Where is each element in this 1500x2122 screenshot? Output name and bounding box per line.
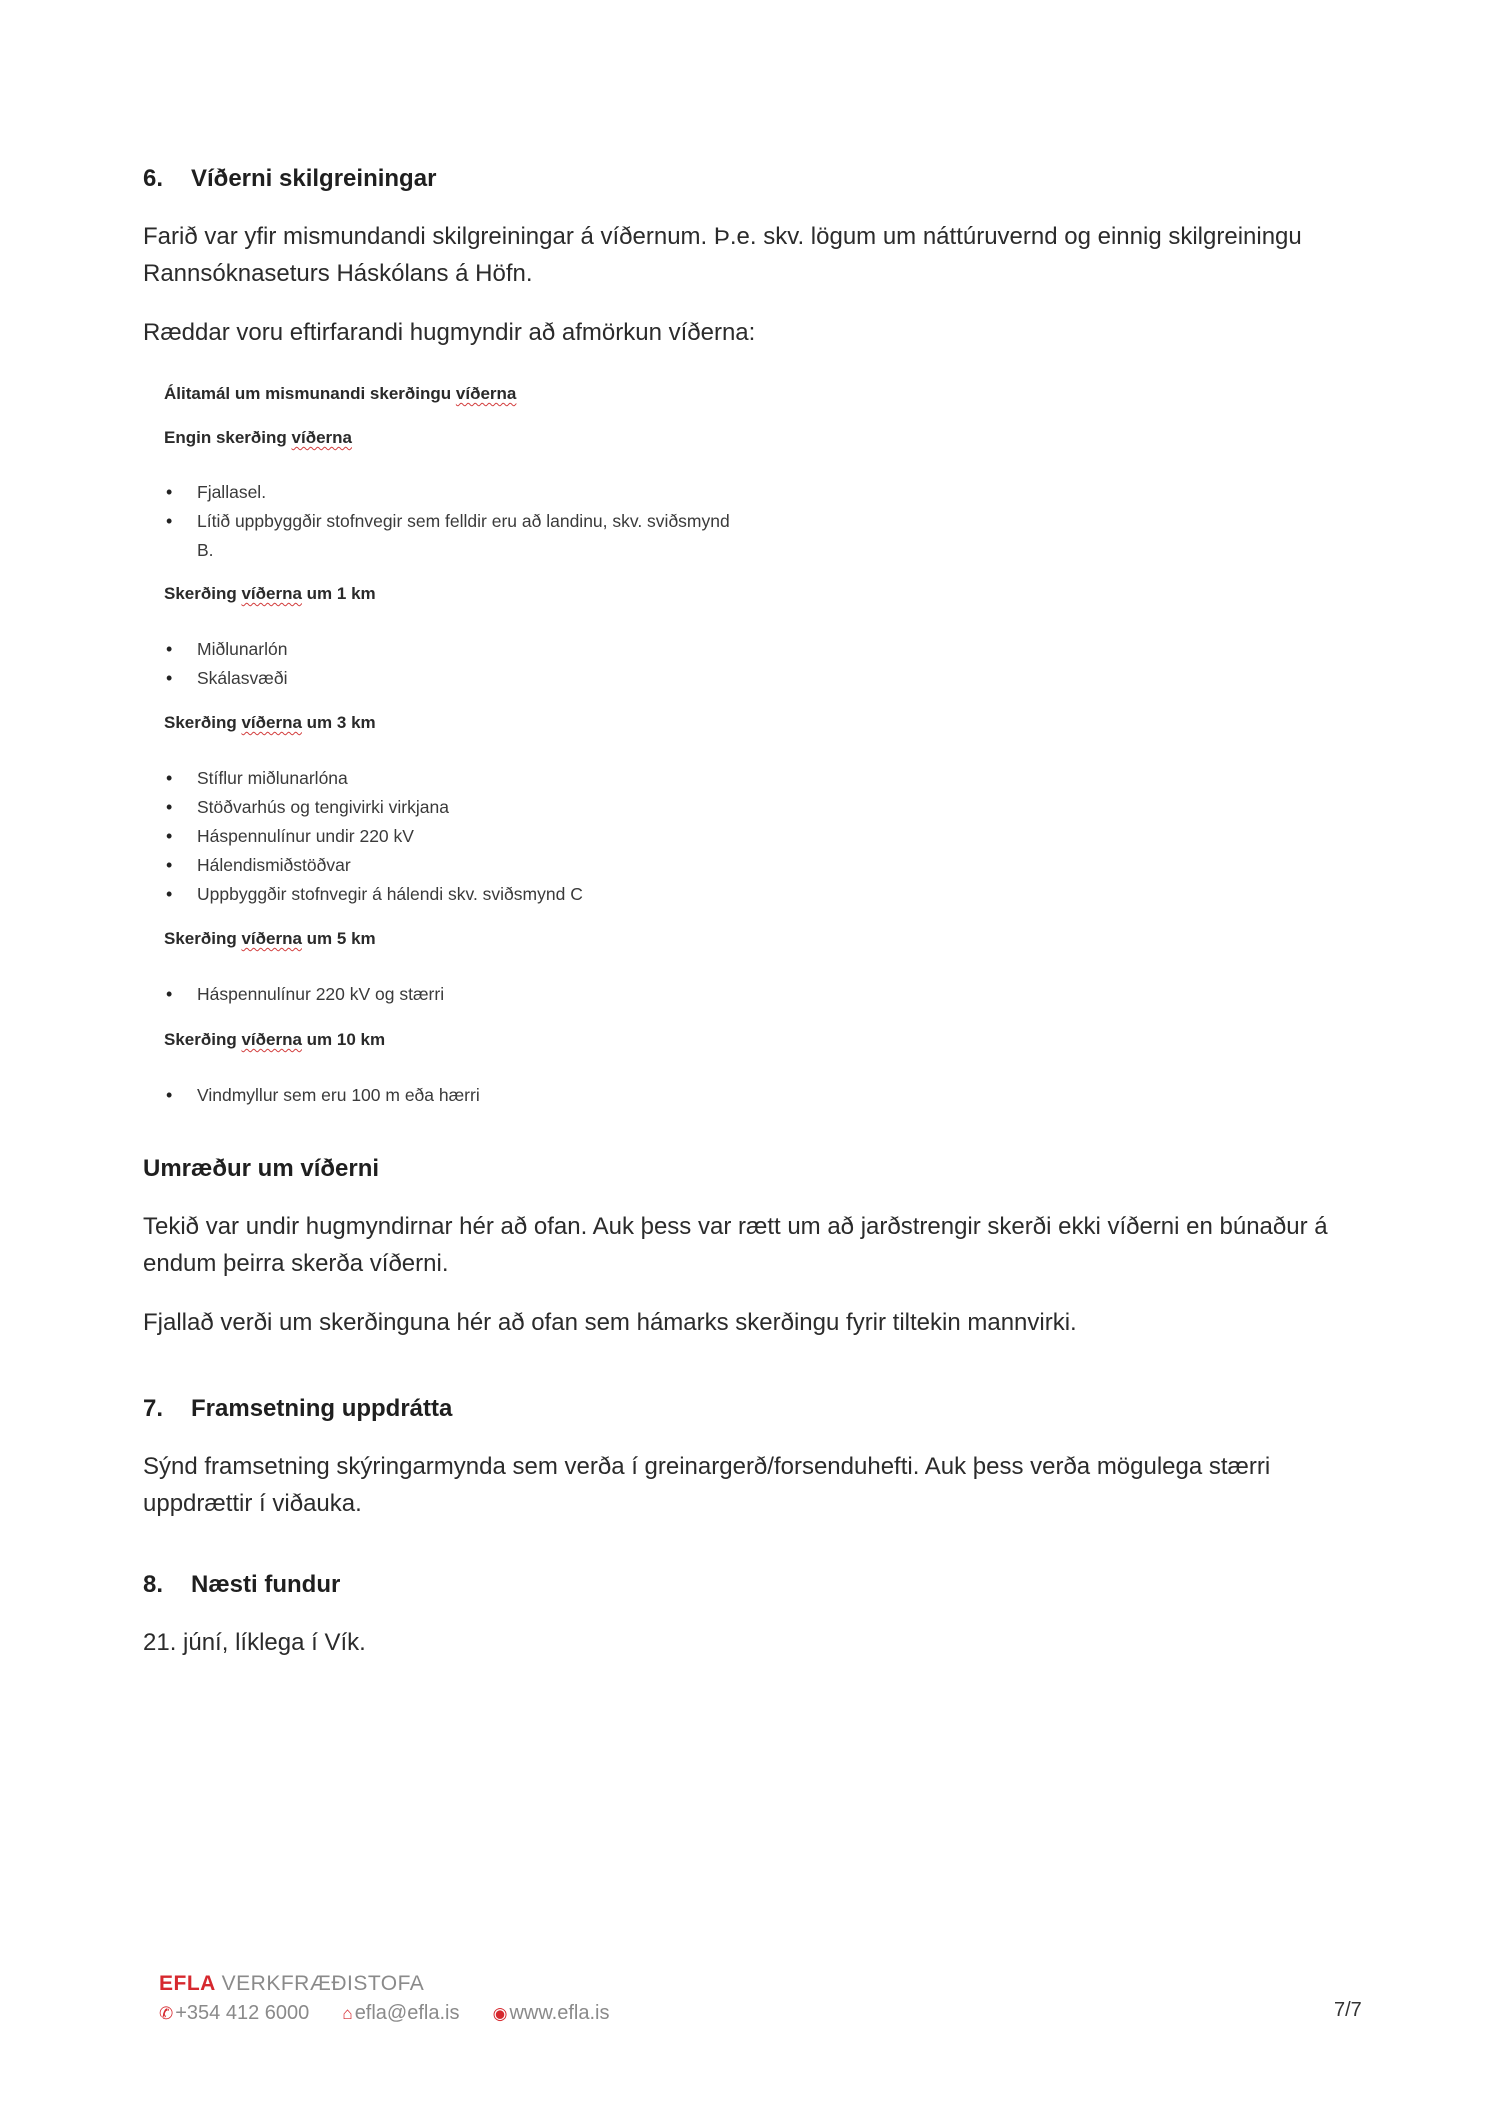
page-number: 7/7 xyxy=(1334,1999,1362,2021)
list-item: • Skálasvæði xyxy=(164,664,764,693)
section-title: Framsetning uppdrátta xyxy=(191,1395,453,1422)
discussion-paragraph-2: Fjallað verði um skerðinguna hér að ofan sem hámarks skerðingu fyrir tiltekin mannvirki. xyxy=(143,1309,1077,1336)
section-title: Víðerni skilgreiningar xyxy=(191,165,437,192)
list-item: • Háspennulínur undir 220 kV xyxy=(164,822,764,851)
section-6-paragraph-1: Farið var yfir mismundandi skilgreiningar á víðernum. Þ.e. skv. lögum um náttúruvernd og einnig skilgreiningu Rannsóknaseturs Háskólans á Höfn. xyxy=(143,223,1302,287)
bullet-list xyxy=(164,478,764,565)
group-heading: Engin skerðing víðerna xyxy=(164,428,353,447)
group-heading: Skerðing víðerna um 3 km xyxy=(164,713,376,732)
bullet-list xyxy=(164,980,764,1009)
section-number: 8. xyxy=(143,1571,164,1598)
list-item: • Fjallasel. xyxy=(164,478,764,507)
group-heading: Skerðing víðerna um 5 km xyxy=(164,929,376,948)
section-8-heading xyxy=(143,1571,340,1599)
discussion-heading: Umræður um víðerni xyxy=(143,1155,380,1182)
list-item: • Uppbyggðir stofnvegir á hálendi skv. sviðsmynd C xyxy=(164,880,764,909)
list-item: • Miðlunarlón xyxy=(164,635,764,664)
section-8-paragraph: 21. júní, líklega í Vík. xyxy=(143,1629,366,1656)
list-item: • Hálendismiðstöðvar xyxy=(164,851,764,880)
bullet-list xyxy=(164,635,764,693)
company-tagline: VERKFRÆÐISTOFA xyxy=(221,1972,425,1995)
list-item: • Stíflur miðlunarlóna xyxy=(164,764,764,793)
section-7-heading xyxy=(143,1395,452,1423)
discussion-paragraph-1: Tekið var undir hugmyndirnar hér að ofan. Auk þess var rætt um að jarðstrengir skerði ekki víðerni en búnaður á endum þeirra skerða víðerni. xyxy=(143,1213,1328,1277)
section-6-paragraph-2: Ræddar voru eftirfarandi hugmyndir að afmörkun víðerna: xyxy=(143,319,756,346)
footer-brand xyxy=(159,1972,424,1996)
section-number: 7. xyxy=(143,1395,164,1422)
section-number: 6. xyxy=(143,165,164,192)
section-title: Næsti fundur xyxy=(191,1571,341,1598)
email-link[interactable]: efla@efla.is xyxy=(354,2002,460,2024)
section-6-heading xyxy=(143,165,436,193)
website-link[interactable]: www.efla.is xyxy=(509,2002,610,2024)
bullet-list xyxy=(164,1081,764,1110)
group-heading: Skerðing víðerna um 1 km xyxy=(164,584,376,603)
list-item: • Vindmyllur sem eru 100 m eða hærri xyxy=(164,1081,764,1110)
efla-logo: EFLA xyxy=(159,1972,216,1995)
footer-contact xyxy=(159,2002,609,2025)
home-icon: ⌂ xyxy=(342,2004,353,2023)
phone-icon: ✆ xyxy=(159,2004,174,2023)
bullet-list xyxy=(164,764,764,909)
embedded-list-title: Álitamál um mismunandi skerðingu víðerna xyxy=(164,384,517,403)
list-item: • Lítið uppbyggðir stofnvegir sem felldir eru að landinu, skv. sviðsmynd B. xyxy=(164,507,742,565)
list-item: • Háspennulínur 220 kV og stærri xyxy=(164,980,764,1009)
globe-icon: ◉ xyxy=(492,2004,508,2023)
group-heading: Skerðing víðerna um 10 km xyxy=(164,1030,386,1049)
phone-number: +354 412 6000 xyxy=(175,2002,310,2024)
list-item: • Stöðvarhús og tengivirki virkjana xyxy=(164,793,764,822)
section-7-paragraph: Sýnd framsetning skýringarmynda sem verða í greinargerð/forsenduhefti. Auk þess verða mögulega stærri uppdrættir í viðauka. xyxy=(143,1453,1271,1517)
